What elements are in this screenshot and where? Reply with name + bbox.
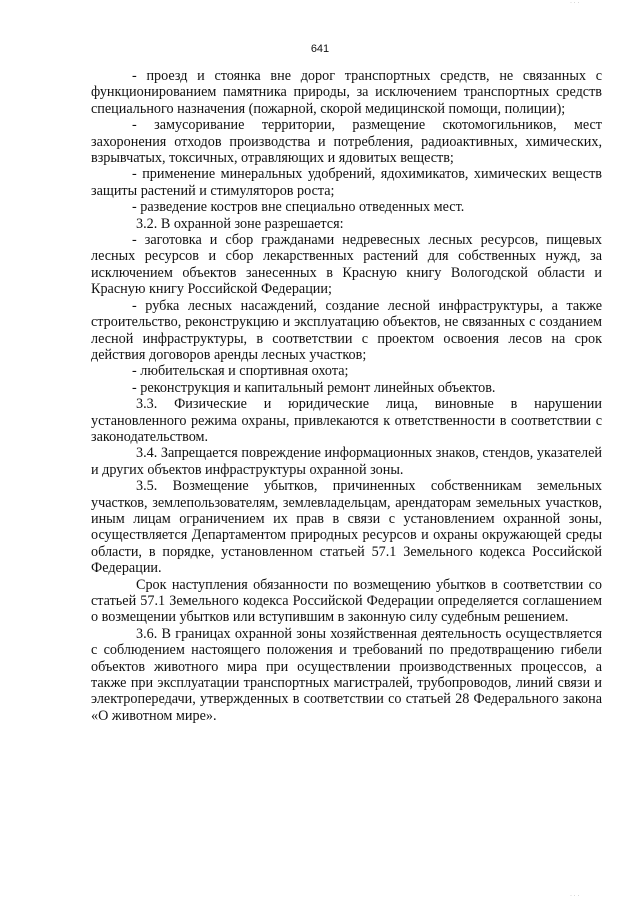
paragraph-6: - заготовка и сбор гражданами недревесных лесных ресурсов, пищевых лесных ресурсов и сбор лекарственных растений для собственных нужд, за исключением объектов занесенных в Красную книгу Вологодской области и Красную книгу Российской Федерации; <box>91 232 602 298</box>
document-body <box>91 68 602 724</box>
page-number: 641 <box>310 43 330 55</box>
paragraph-2: - замусоривание территории, размещение скотомогильников, мест захоронения отходов производства и потребления, радиоактивных, химических, взрывчатых, токсичных, отравляющих и ядовитых веществ; <box>91 117 602 167</box>
paragraph-14: 3.6. В границах охранной зоны хозяйственная деятельность осуществляется с соблюдением настоящего положения и требований по предотвращению гибели объектов животного мира при осуществлении производственных процессов, а также при эксплуатации транспортных магистралей, трубопроводов, линий связи и электропередачи, утвержденных в соответствии со статьей 28 Федерального закона «О животном мире». <box>91 625 602 724</box>
paragraph-12: 3.5. Возмещение убытков, причиненных собственникам земельных участков, землепользователям, землевладельцам, арендаторам земельных участков, иным лицам ограничением их прав в связи с установлением охранной зоны, осуществляется Департаментом природных ресурсов и охраны окружающей среды области, в порядке, установленном статьей 57.1 Земельного кодекса Российской Федерации. <box>91 478 602 577</box>
paragraph-4: - разведение костров вне специально отведенных мест. <box>132 199 465 216</box>
scan-mark-top: · · · <box>570 0 580 6</box>
paragraph-3: - применение минеральных удобрений, ядохимикатов, химических веществ защиты растений и стимуляторов роста; <box>91 166 602 199</box>
paragraph-8: - любительская и спортивная охота; <box>132 363 349 380</box>
paragraph-10: 3.3. Физические и юридические лица, виновные в нарушении установленного режима охраны, привлекаются к ответственности в соответствии с законодательством. <box>91 396 602 445</box>
paragraph-11: 3.4. Запрещается повреждение информационных знаков, стендов, указателей и других объектов инфраструктуры охранной зоны. <box>91 445 602 478</box>
paragraph-9: - реконструкция и капитальный ремонт линейных объектов. <box>132 379 496 396</box>
paragraph-1: - проезд и стоянка вне дорог транспортных средств, не связанных с функционированием памятника природы, за исключением транспортных средств специального назначения (пожарной, скорой медицинской помощи, полиции); <box>91 68 602 117</box>
paragraph-13: Срок наступления обязанности по возмещению убытков в соответствии со статьей 57.1 Земельного кодекса Российской Федерации определяется соглашением о возмещении убытков или вступившим в законную силу судебным решением. <box>91 576 602 626</box>
paragraph-7: - рубка лесных насаждений, создание лесной инфраструктуры, а также строительство, реконструкцию и эксплуатацию объектов, не связанных с созданием лесной инфраструктуры, в соответствии с проектом освоения лесов на срок действия договоров аренды лесных участков; <box>91 297 602 363</box>
scan-mark-bottom: · · · <box>570 893 580 899</box>
paragraph-5: 3.2. В охранной зоне разрешается: <box>136 215 344 232</box>
